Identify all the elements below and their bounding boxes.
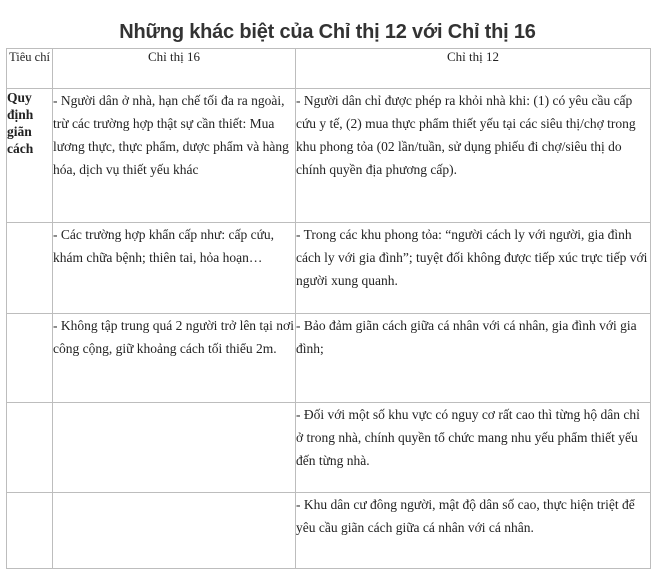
comparison-table [6,48,651,569]
table-row [7,403,651,493]
criteria-cell: Quy định giãn cách [7,89,53,223]
directive-16-cell [53,493,296,569]
criteria-cell [7,314,53,403]
directive-12-cell: - Khu dân cư đông người, mật độ dân số cao, thực hiện triệt để yêu cầu giãn cách giữa cá nhân với cá nhân. [296,493,651,569]
directive-12-cell: - Đối với một số khu vực có nguy cơ rất cao thì từng hộ dân chỉ ở trong nhà, chính quyền tổ chức mang nhu yếu phẩm thiết yếu đến từng nhà. [296,403,651,493]
criteria-cell [7,223,53,314]
directive-16-cell: - Không tập trung quá 2 người trở lên tại nơi công cộng, giữ khoảng cách tối thiểu 2m. [53,314,296,403]
directive-12-cell: - Người dân chỉ được phép ra khỏi nhà khi: (1) có yêu cầu cấp cứu y tế, (2) mua thực phẩm thiết yếu tại các siêu thị/chợ trong khu phong tỏa (02 lần/tuần, sử dụng phiếu đi chợ/siêu thị do chính quyền địa phương cấp). [296,89,651,223]
directive-16-cell [53,403,296,493]
table-row [7,493,651,569]
header-directive-16: Chỉ thị 16 [53,49,296,89]
page-title: Những khác biệt của Chỉ thị 12 với Chỉ thị 16 [119,21,536,44]
header-directive-12: Chỉ thị 12 [296,49,651,89]
criteria-cell [7,493,53,569]
directive-16-cell: - Người dân ở nhà, hạn chế tối đa ra ngoài, trừ các trường hợp thật sự cần thiết: Mua lương thực, thực phẩm, dược phẩm và hàng hóa, dịch vụ thiết yếu khác [53,89,296,223]
table-row [7,223,651,314]
table-header-row [7,49,651,89]
directive-12-cell: - Trong các khu phong tỏa: “người cách ly với người, gia đình cách ly với gia đình”; tuyệt đối không được tiếp xúc trực tiếp với người xung quanh. [296,223,651,314]
criteria-cell [7,403,53,493]
directive-16-cell: - Các trường hợp khẩn cấp như: cấp cứu, khám chữa bệnh; thiên tai, hỏa hoạn… [53,223,296,314]
table-row [7,314,651,403]
table-row [7,89,651,223]
header-criteria: Tiêu chí [7,49,53,89]
directive-12-cell: - Bảo đảm giãn cách giữa cá nhân với cá nhân, gia đình với gia đình; [296,314,651,403]
